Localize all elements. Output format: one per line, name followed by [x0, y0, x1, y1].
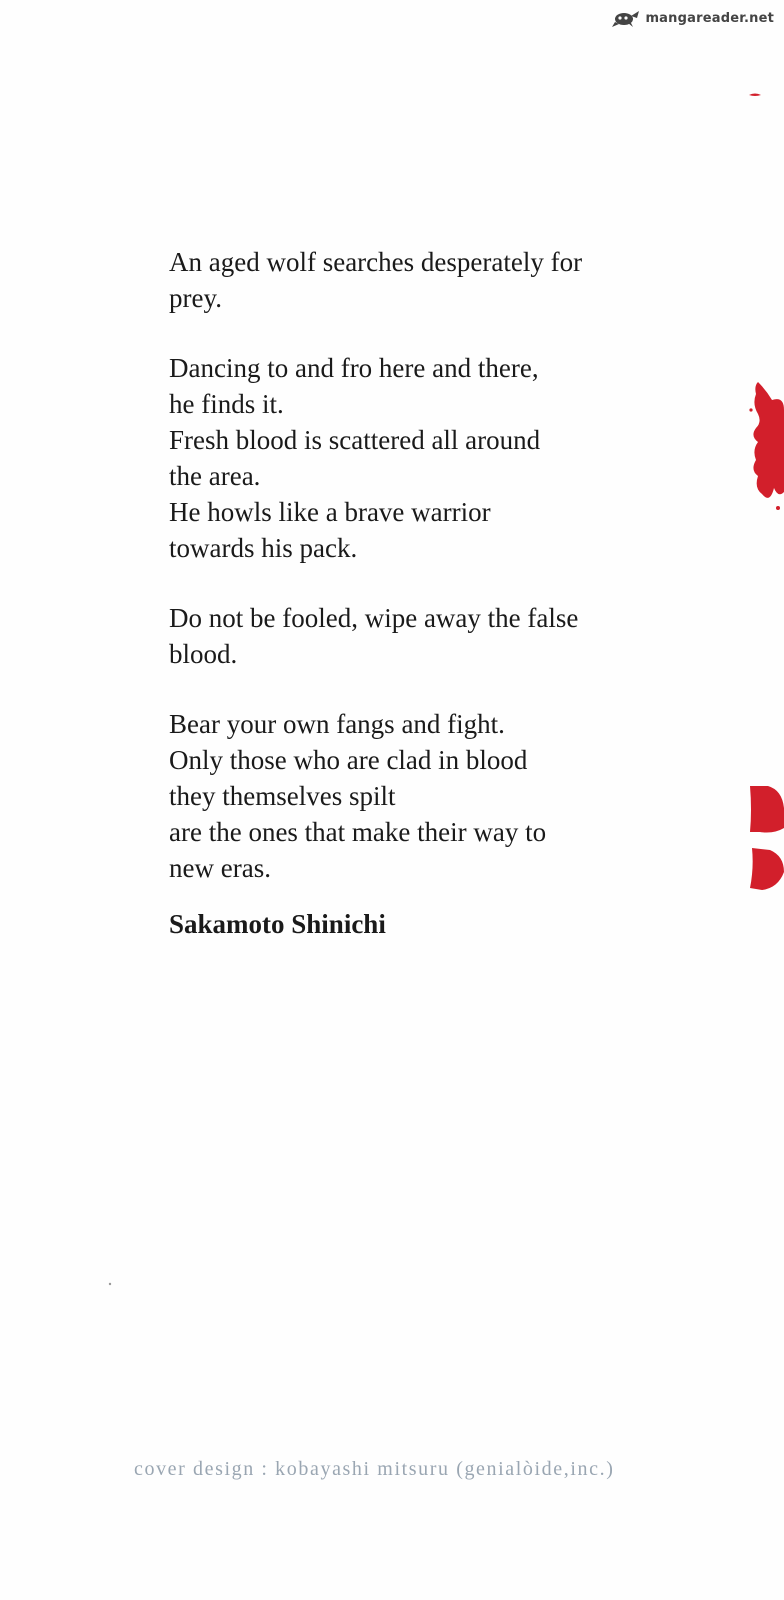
blood-stroke-lower: [748, 848, 784, 890]
poem-stanza: [169, 706, 649, 886]
poem-line: Do not be fooled, wipe away the false: [169, 603, 579, 633]
poem-stanza: [169, 600, 649, 672]
poem-stanza: [169, 244, 649, 316]
poem-line: he finds it.: [169, 389, 284, 419]
poem-line: Dancing to and fro here and there,: [169, 353, 539, 383]
site-watermark[interactable]: [611, 8, 774, 28]
poem-line: An aged wolf searches desperately for: [169, 247, 583, 277]
watermark-text: mangareader.net: [645, 10, 774, 26]
speck-dot: [108, 1282, 112, 1286]
blood-drip-small: [748, 92, 762, 98]
ninja-logo-icon: [611, 8, 641, 28]
poem-line: He howls like a brave warrior: [169, 497, 491, 527]
poem-line: they themselves spilt: [169, 781, 396, 811]
poem-line: Bear your own fangs and fight.: [169, 709, 505, 739]
poem-line: towards his pack.: [169, 533, 358, 563]
poem-line: new eras.: [169, 853, 271, 883]
poem-line: prey.: [169, 283, 222, 313]
blood-splatter: [748, 380, 784, 520]
poem-line: Fresh blood is scattered all around: [169, 425, 541, 455]
poem-line: the area.: [169, 461, 261, 491]
poem-line: blood.: [169, 639, 238, 669]
poem-body: [169, 244, 649, 942]
poem-line: Only those who are clad in blood: [169, 745, 528, 775]
cover-design-credit: cover design : kobayashi mitsuru (genialòide,inc.): [134, 1458, 615, 1480]
poem-stanza: [169, 350, 649, 566]
poem-author: Sakamoto Shinichi: [169, 909, 386, 939]
poem-line: are the ones that make their way to: [169, 817, 547, 847]
blood-stroke-upper: [748, 786, 784, 834]
